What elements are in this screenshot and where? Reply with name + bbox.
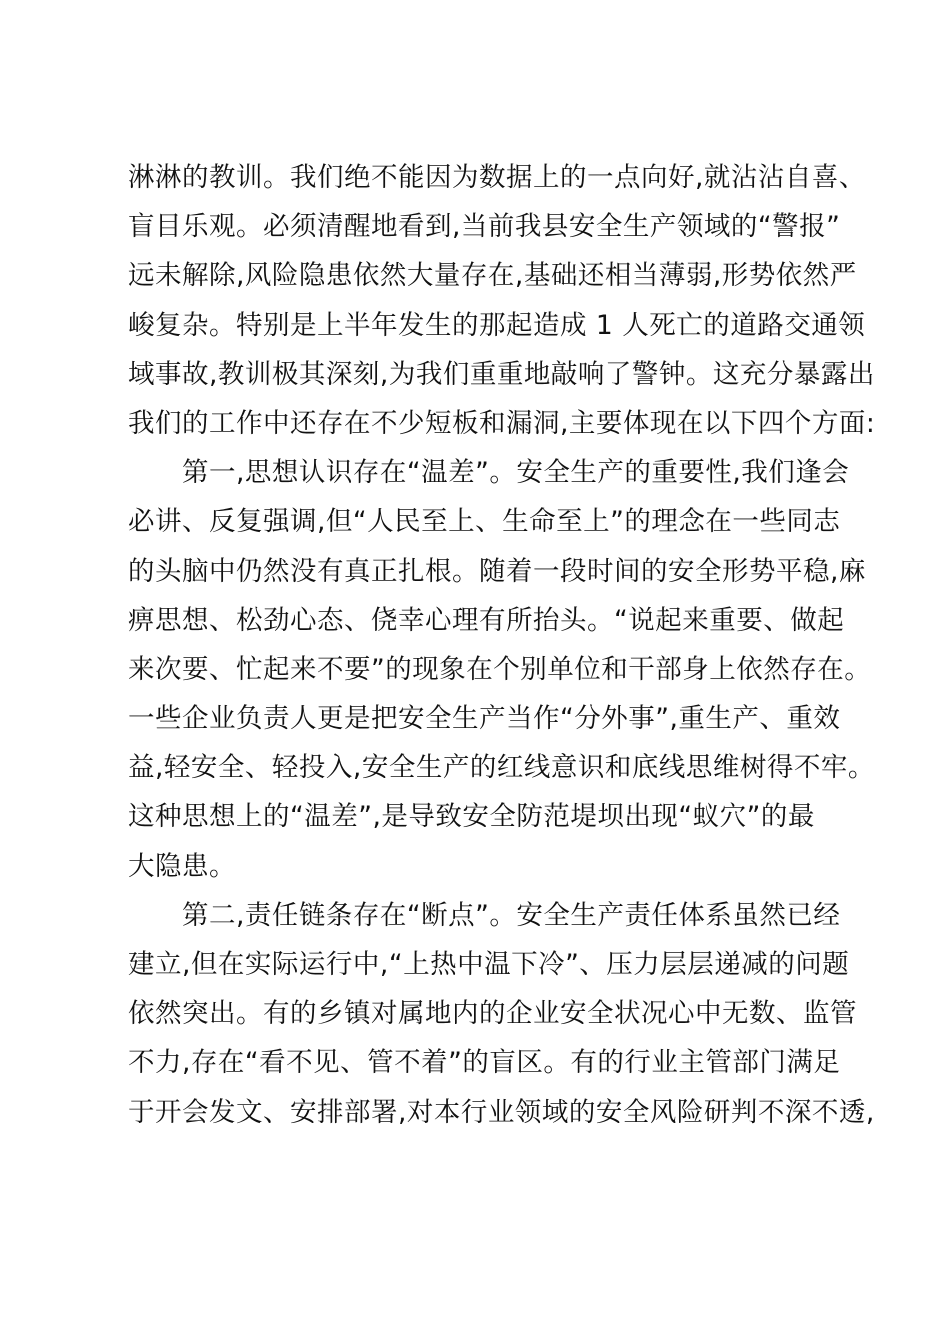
text-line: 不力,存在“看不见、管不着”的盲区。有的行业主管部门满足 [128, 1047, 841, 1079]
text-line: 域事故,教训极其深刻,为我们重重地敲响了警钟。这充分暴露出 [128, 358, 875, 390]
document-body [128, 153, 876, 1137]
text-line: 盲目乐观。必须清醒地看到,当前我县安全生产领域的“警报” [128, 211, 841, 243]
text-line: 于开会发文、安排部署,对本行业领域的安全风险研判不深不透, [128, 1096, 875, 1128]
text-line: 建立,但在实际运行中,“上热中温下冷”、压力层层递减的问题 [128, 949, 850, 980]
text-line: 我们的工作中还存在不少短板和漏洞,主要体现在以下四个方面: [128, 407, 876, 439]
text-line: 来次要、忙起来不要”的现象在个别单位和干部身上依然存在。 [128, 653, 872, 685]
text-line: 依然突出。有的乡镇对属地内的企业安全状况心中无数、监管 [128, 998, 857, 1030]
text-line: 大隐患。 [128, 850, 236, 882]
text-line: 的头脑中仍然没有真正扎根。随着一段时间的安全形势平稳,麻 [128, 555, 866, 587]
text-line: 一些企业负责人更是把安全生产当作“分外事”,重生产、重效 [128, 703, 841, 735]
text-line: 远未解除,风险隐患依然大量存在,基础还相当薄弱,形势依然严 [128, 260, 857, 292]
text-line: 淋淋的教训。我们绝不能因为数据上的一点向好,就沾沾自喜、 [128, 162, 866, 193]
text-line: 这种思想上的“温差”,是导致安全防范堤坝出现“蚁穴”的最 [128, 801, 815, 833]
paragraph-first-line: 第一,思想认识存在“温差”。安全生产的重要性,我们逢会 [182, 457, 850, 489]
paragraph-first-line: 第二,责任链条存在“断点”。安全生产责任体系虽然已经 [182, 899, 841, 931]
text-line: 益,轻安全、轻投入,安全生产的红线意识和底线思维树得不牢。 [128, 752, 875, 784]
text-line: 痹思想、松劲心态、侥幸心理有所抬头。“说起来重要、做起 [128, 604, 845, 636]
text-line: 必讲、反复强调,但“人民至上、生命至上”的理念在一些同志 [128, 506, 841, 538]
text-line: 峻复杂。特别是上半年发生的那起造成 1 人死亡的道路交通领 [128, 309, 866, 341]
